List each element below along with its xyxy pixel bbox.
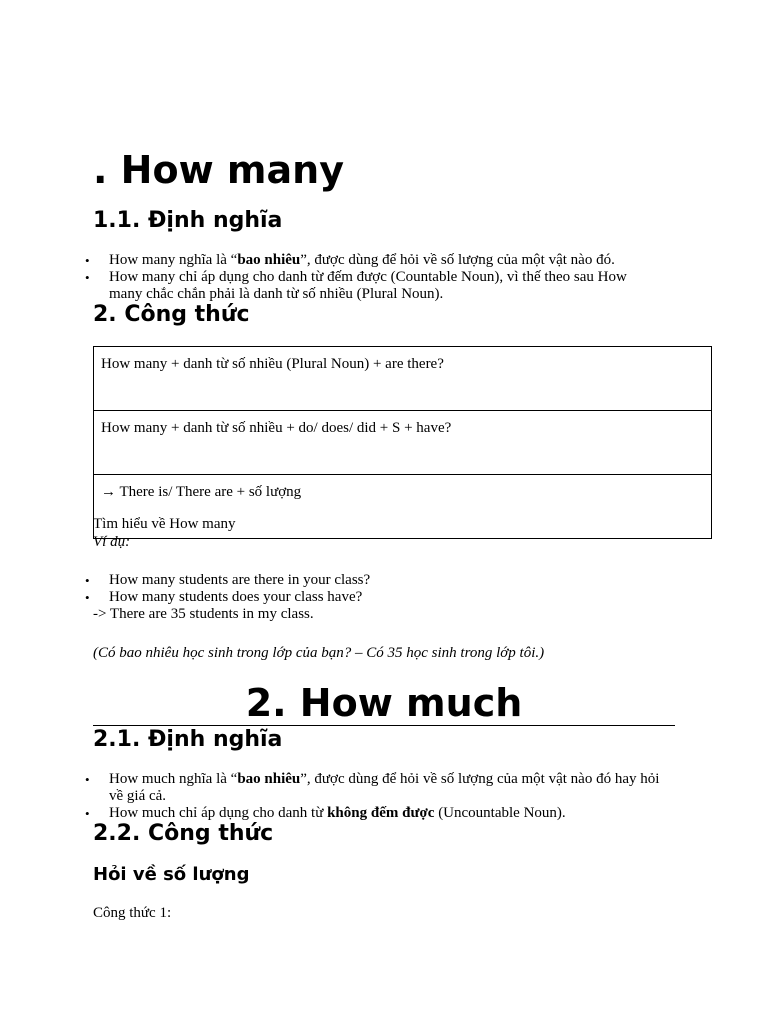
formula-cell: → There is/ There are + số lượng <box>94 475 712 539</box>
list-item: • How much nghĩa là “bao nhiêu”, được dùng để hỏi về số lượng của một vật nào đó hay hỏi về giá cả. <box>85 771 660 805</box>
example-answer: -> There are 35 students in my class. <box>93 606 314 622</box>
section2-definition-list <box>85 771 660 822</box>
formula1-label: Công thức 1: <box>93 905 172 921</box>
learn-more-link[interactable]: Tìm hiểu về How many <box>93 516 236 532</box>
table-row <box>94 411 712 475</box>
list-item: • How much chỉ áp dụng cho danh từ không đếm được (Uncountable Noun). <box>85 805 660 822</box>
example-translation: (Có bao nhiêu học sinh trong lớp của bạn? – Có 35 học sinh trong lớp tôi.) <box>93 645 545 661</box>
list-item: • How many nghĩa là “bao nhiêu”, được dùng để hỏi về số lượng của một vật nào đó. <box>85 252 655 269</box>
section1-definition-list <box>85 252 655 303</box>
list-item: • How many chỉ áp dụng cho danh từ đếm được (Countable Noun), vì thế theo sau How many chắc chắn phải là danh từ số nhiều (Plural Noun). <box>85 269 655 303</box>
section2-definition-heading: 2.1. Định nghĩa <box>93 727 283 752</box>
example-label: Ví dụ: <box>93 534 131 550</box>
formula-table <box>93 346 712 539</box>
section1-definition-heading: 1.1. Định nghĩa <box>93 208 283 233</box>
list-item: • How many students are there in your class? <box>85 572 655 589</box>
formula-cell: How many + danh từ số nhiều + do/ does/ did + S + have? <box>94 411 712 475</box>
section2-formula-heading: 2.2. Công thức <box>93 821 274 846</box>
section1-formula-heading: 2. Công thức <box>93 302 250 327</box>
example-list <box>85 572 655 606</box>
formula-cell: How many + danh từ số nhiều (Plural Noun) + are there? <box>94 347 712 411</box>
table-row <box>94 347 712 411</box>
section1-title: . How many <box>93 148 344 192</box>
list-item: • How many students does your class have? <box>85 589 655 606</box>
quantity-heading: Hỏi về số lượng <box>93 864 250 885</box>
section2-title: 2. How much <box>245 681 523 725</box>
